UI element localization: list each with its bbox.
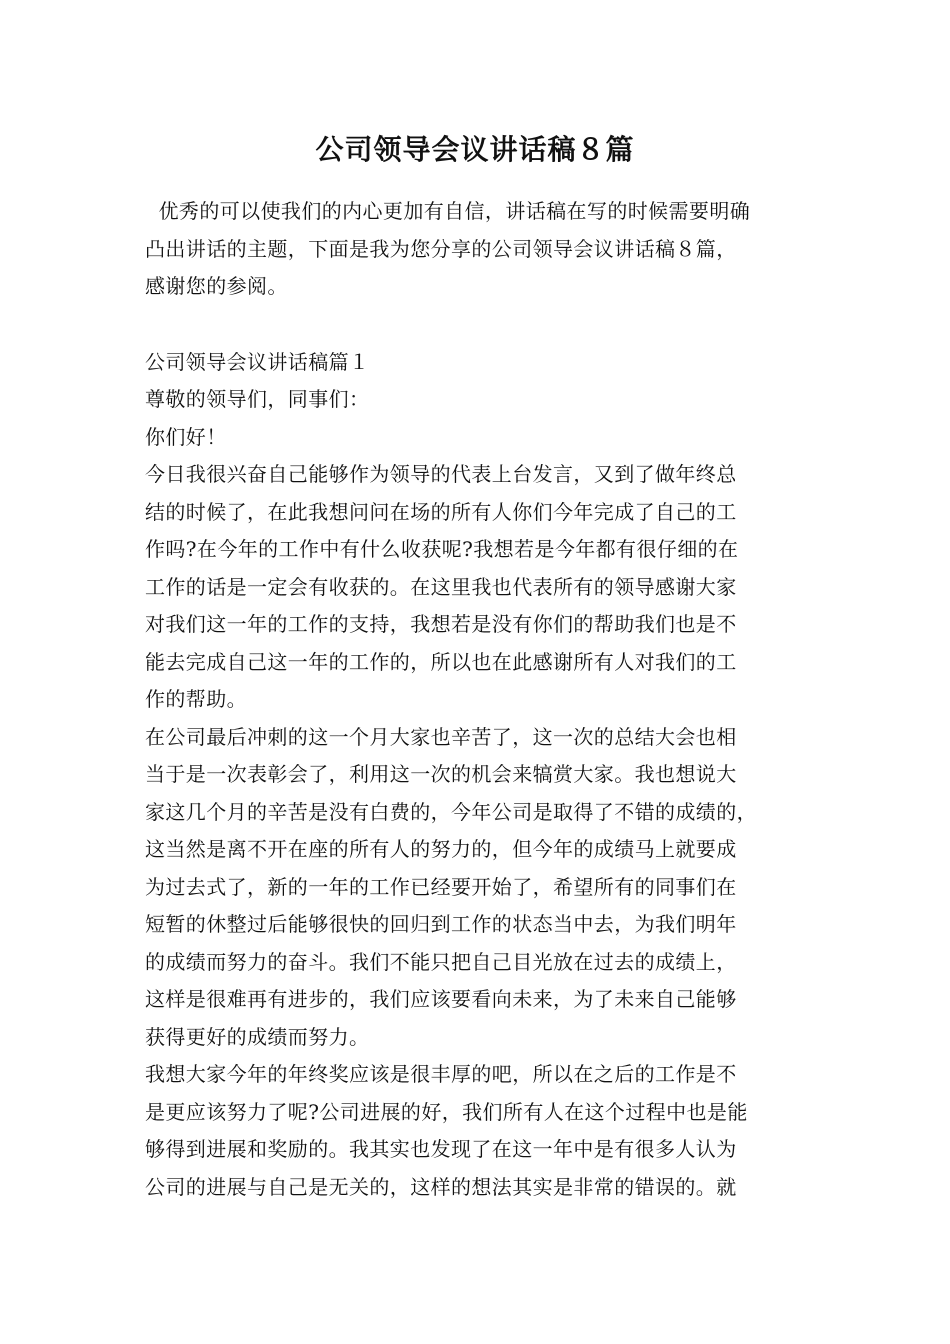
body-line: 这当然是离不开在座的所有人的努力的，但今年的成绩马上就要成 — [145, 837, 737, 861]
intro-line: 优秀的可以使我们的内心更加有自信，讲话稿在写的时候需要明确 — [145, 199, 751, 223]
intro-paragraph — [145, 193, 815, 306]
section-1 — [145, 344, 815, 1207]
body-line: 对我们这一年的工作的支持，我想若是没有你们的帮助我们也是不 — [145, 612, 737, 636]
salutation: 尊敬的领导们，同事们： — [145, 387, 370, 411]
body-line: 结的时候了，在此我想问问在场的所有人你们今年完成了自己的工 — [145, 499, 737, 524]
section-heading: 公司领导会议讲话稿篇１ — [145, 349, 370, 374]
body-line: 短暂的休整过后能够很快的回归到工作的状态当中去，为我们明年 — [145, 912, 737, 936]
greeting: 你们好！ — [145, 424, 227, 449]
body-line: 是更应该努力了呢?公司进展的好，我们所有人在这个过程中也是能 — [145, 1099, 748, 1124]
body-line: 当于是一次表彰会了，利用这一次的机会来犒赏大家。我也想说大 — [145, 762, 737, 786]
body-line: 家这几个月的辛苦是没有白费的，今年公司是取得了不错的成绩的， — [145, 799, 757, 824]
body-line: 工作的话是一定会有收获的。在这里我也代表所有的领导感谢大家 — [145, 574, 737, 599]
body-line: 的成绩而努力的奋斗。我们不能只把自己目光放在过去的成绩上， — [145, 949, 737, 974]
body-line: 我想大家今年的年终奖应该是很丰厚的吧，所以在之后的工作是不 — [145, 1062, 737, 1086]
intro-line: 感谢您的参阅。 — [145, 274, 288, 298]
body-line: 获得更好的成绩而努力。 — [145, 1024, 370, 1049]
body-line: 能去完成自己这一年的工作的，所以也在此感谢所有人对我们的工 — [145, 649, 737, 674]
body-line: 今日我很兴奋自己能够作为领导的代表上台发言，又到了做年终总 — [145, 462, 737, 486]
body-line: 在公司最后冲刺的这一个月大家也辛苦了，这一次的总结大会也相 — [145, 724, 737, 749]
body-line: 作吗?在今年的工作中有什么收获呢?我想若是今年都有很仔细的在 — [145, 537, 739, 561]
paragraph-gap — [145, 306, 815, 344]
body-line: 公司的进展与自己是无关的，这样的想法其实是非常的错误的。就 — [145, 1174, 737, 1199]
body-line: 够得到进展和奖励的。我其实也发现了在这一年中是有很多人认为 — [145, 1137, 737, 1161]
document-body — [145, 193, 815, 1206]
document-title: 公司领导会议讲话稿８篇 — [315, 133, 635, 166]
intro-line: 凸出讲话的主题，下面是我为您分享的公司领导会议讲话稿８篇， — [145, 236, 737, 261]
body-line: 这样是很难再有进步的，我们应该要看向未来，为了未来自己能够 — [145, 987, 737, 1011]
body-line: 作的帮助。 — [145, 687, 247, 711]
body-line: 为过去式了，新的一年的工作已经要开始了，希望所有的同事们在 — [145, 874, 737, 899]
